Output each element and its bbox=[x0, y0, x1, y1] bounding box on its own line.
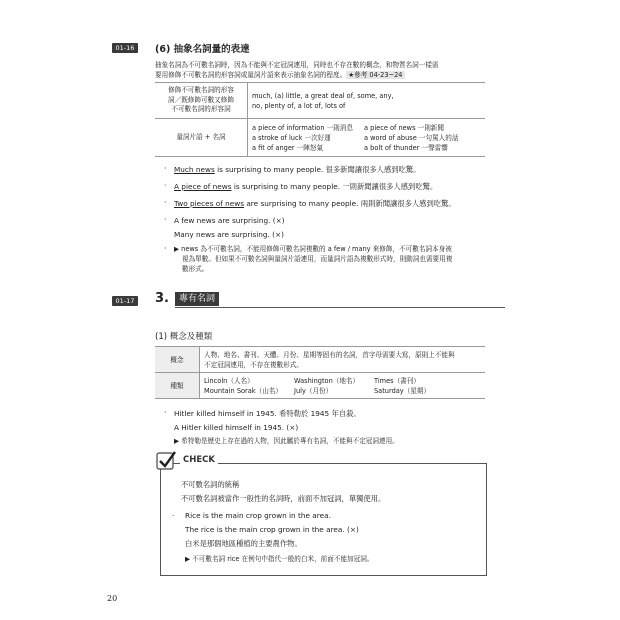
check-label: CHECK bbox=[180, 455, 218, 465]
value-line: Times（書刊） bbox=[374, 376, 420, 385]
bullet-dot: · bbox=[172, 511, 175, 520]
bullet-dot: · bbox=[164, 244, 167, 253]
check-line: 不可數名詞的統稱 bbox=[181, 480, 240, 489]
value-line: Washington（地名） bbox=[294, 376, 360, 385]
label-line: 詞／既修飾可數又修飾 bbox=[168, 95, 234, 104]
intro-line bbox=[155, 70, 439, 80]
value-line: Lincoln（人名） bbox=[204, 376, 254, 385]
table-value-cell bbox=[248, 119, 486, 157]
value-line: a piece of information 一則消息 bbox=[252, 123, 353, 132]
value-line: a fit of anger 一陣怒氣 bbox=[252, 143, 324, 152]
value-line: July（月份） bbox=[294, 386, 333, 395]
section-heading: (6) 抽象名詞量的表達 bbox=[155, 44, 250, 55]
section-title: 專有名詞 bbox=[175, 292, 219, 306]
value-line: a bolt of thunder 一聲雷響 bbox=[364, 143, 448, 152]
check-line: 白米是那個地區種植的主要農作物。 bbox=[185, 539, 302, 548]
value-line: Mountain Sorak（山名） bbox=[204, 386, 282, 395]
bullet-dot: · bbox=[164, 215, 167, 224]
table-value-cell bbox=[248, 83, 486, 119]
bullet-dot: · bbox=[164, 164, 167, 173]
proper-noun-table bbox=[155, 346, 485, 399]
subsection-heading: (1) 概念及種類 bbox=[155, 332, 213, 342]
note-line: 數形式。 bbox=[182, 265, 209, 273]
note-block bbox=[174, 244, 494, 274]
example-underlined: A piece of news bbox=[174, 182, 232, 191]
note-hitler: ▶ 希特勒是歷史上存在過的人物，因此屬於專有名詞，不能與不定冠詞連用。 bbox=[174, 437, 399, 445]
note-line: ▶ news 為不可數名詞，不能用修飾可數名詞複數的 a few / many 來修飾，不可數名詞本身被 bbox=[174, 245, 452, 253]
bullet-dot: · bbox=[164, 408, 167, 417]
example-hitler: Hitler killed himself in 1945. 希特勒於 1945 年自殺。 bbox=[174, 409, 361, 418]
example-underlined: Much news bbox=[174, 165, 215, 174]
table-row bbox=[155, 347, 485, 373]
bullet-dot: · bbox=[164, 198, 167, 207]
table-label-cell bbox=[155, 83, 248, 119]
example-text: is surprising to many people. 一則新聞讓很多人感到吃驚。 bbox=[231, 182, 438, 191]
value-line: a word of abuse 一句罵人的話 bbox=[364, 133, 459, 142]
intro-line: 抽象名詞為不可數名詞時，因為不能與不定冠詞連用，同時也不存在數的概念，和物質名詞一樣需 bbox=[155, 61, 439, 69]
value-line: much, (a) little, a great deal of, some, any, bbox=[252, 91, 394, 100]
check-line: Rice is the main crop grown in the area. bbox=[185, 511, 331, 520]
example-4b: Many news are surprising. (×) bbox=[174, 230, 284, 239]
section-number: 3. bbox=[155, 291, 169, 306]
label-line: 修飾不可數名詞的形容 bbox=[168, 86, 234, 95]
value-line: Saturday（星期） bbox=[374, 386, 431, 395]
table-value-cell bbox=[200, 373, 486, 399]
value-line: 人物、地名、書刊、天體、月份、星期等固有的名詞，首字母需要大寫，原則上不能與 bbox=[204, 350, 455, 359]
example-text: are surprising to many people. 兩則新聞讓很多人感到吃驚。 bbox=[244, 199, 456, 208]
check-line: The rice is the main crop grown in the area. (×) bbox=[185, 525, 359, 534]
quantity-table bbox=[155, 82, 485, 157]
example-underlined: Two pieces of news bbox=[174, 199, 245, 208]
value-line: 不定冠詞連用，不存在複數形式。 bbox=[204, 360, 303, 369]
example-3 bbox=[174, 198, 456, 209]
note-line: 視為單數。但如果不可數名詞與量詞片語連用，而量詞片語為複數形式時，則動詞也需要用複 bbox=[182, 255, 453, 263]
reference-badge: ★參考 04-23~24 bbox=[348, 71, 403, 79]
table-row bbox=[155, 373, 485, 399]
example-2 bbox=[174, 181, 437, 192]
section-tag: 01-16 bbox=[112, 43, 138, 53]
example-4a: A few news are surprising. (×) bbox=[174, 216, 285, 225]
page-number: 20 bbox=[107, 594, 118, 603]
table-row bbox=[155, 83, 485, 119]
example-text: is surprising to many people. 很多新聞讓很多人感到吃驚。 bbox=[214, 165, 421, 174]
check-note: ▶ 不可數名詞 rice 在例句中指代一般的白米，前面不能加冠詞。 bbox=[185, 555, 374, 563]
value-line: a stroke of luck 一次好運 bbox=[252, 133, 331, 142]
table-label-cell: 種類 bbox=[155, 373, 200, 399]
table-label-cell: 概念 bbox=[155, 347, 200, 373]
value-line: no, plenty of, a lot of, lots of bbox=[252, 101, 346, 110]
intro-line-text: 要用修飾不可數名詞的形容詞或量詞片語來表示抽象名詞的程度。 bbox=[155, 71, 347, 79]
value-line: a piece of news 一則新聞 bbox=[364, 123, 444, 132]
check-icon bbox=[156, 449, 178, 471]
title-rule bbox=[175, 307, 505, 308]
table-value-cell bbox=[200, 347, 486, 373]
label-line: 不可數名詞的形容詞 bbox=[171, 105, 231, 114]
check-line: 不可數名詞被當作一般性的名詞時，前面不加冠詞，單獨使用。 bbox=[181, 494, 386, 503]
table-row bbox=[155, 119, 485, 157]
table-label-cell: 量詞片語 + 名詞 bbox=[155, 119, 248, 157]
section-tag: 01-17 bbox=[112, 296, 138, 306]
bullet-dot: · bbox=[164, 181, 167, 190]
example-hitler-wrong: A Hitler killed himself in 1945. (×) bbox=[174, 423, 299, 432]
example-1 bbox=[174, 164, 420, 175]
intro-text bbox=[155, 60, 439, 80]
